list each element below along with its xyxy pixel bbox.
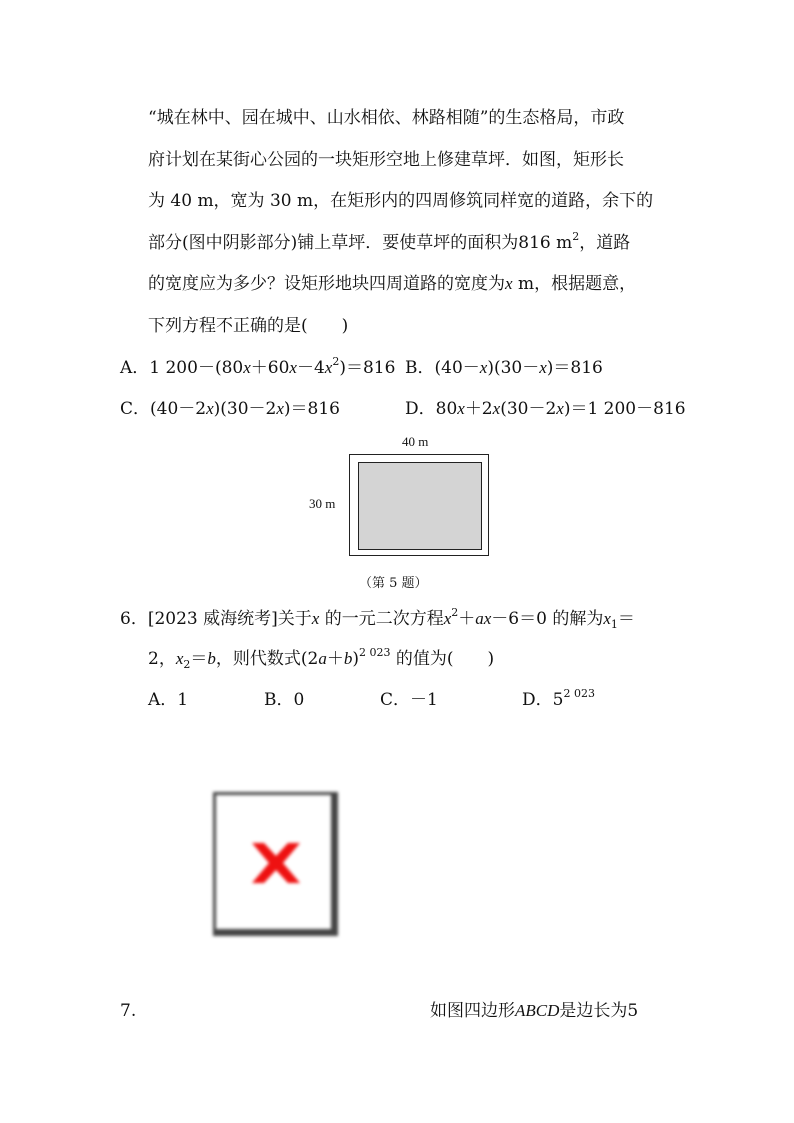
figure-width-label: 40 m: [402, 434, 429, 449]
problem5-line-6: 下列方程不正确的是( ): [148, 316, 349, 336]
option-b: B．(40－x)(30－x)＝816: [405, 358, 603, 378]
problem6-option-c: C．－1: [380, 690, 438, 710]
lawn-shaded-area: [358, 462, 482, 550]
option-a: A．1 $200-(80x+60x-4x^2)=816$: [120, 355, 396, 378]
problem6-option-d: D．$5^{2 023}$: [522, 687, 595, 710]
broken-image-placeholder: [213, 792, 338, 936]
problem5-line-1: “城在林中、园在城中、山水相依、林路相随”的生态格局，市政: [148, 108, 625, 128]
problem6-line-2: 2，$x_2=b$，则代数式$(2a+b)^{2 023}$ 的值为( ): [148, 646, 495, 671]
problem5-line-4: 部分(图中阴影部分)铺上草坪．要使草坪的面积为816 $m^2$，道路: [148, 230, 631, 253]
problem6-option-b: B．0: [264, 690, 305, 710]
problem5-line-3: 为 40 m，宽为 30 m，在矩形内的四周修筑同样宽的道路，余下的: [148, 191, 654, 211]
option-d: D．80x＋2x(30－2x)＝1 200－816: [405, 399, 686, 419]
problem7-number: 7.: [120, 1001, 137, 1021]
rectangle-figure: [349, 454, 489, 556]
option-c: C．(40－2x)(30－2x)＝816: [120, 399, 340, 419]
problem5-line-2: 府计划在某街心公园的一块矩形空地上修建草坪．如图，矩形长: [148, 150, 624, 170]
figure-caption: （第 5 题）: [359, 576, 428, 591]
broken-image-icon: [248, 839, 304, 887]
problem5-line-5: 的宽度应为多少？设矩形地块四周道路的宽度为x m，根据题意，: [148, 274, 637, 294]
problem6-option-a: A．1: [148, 690, 189, 710]
problem6-line-1: 6．[2023 威海统考]关于x 的一元二次方程$x^2+ax-6=0$ 的解为$x_1=$: [120, 606, 635, 631]
problem7-text: 如图四边形ABCD是边长为5: [430, 1001, 639, 1021]
figure-height-label: 30 m: [309, 496, 336, 511]
